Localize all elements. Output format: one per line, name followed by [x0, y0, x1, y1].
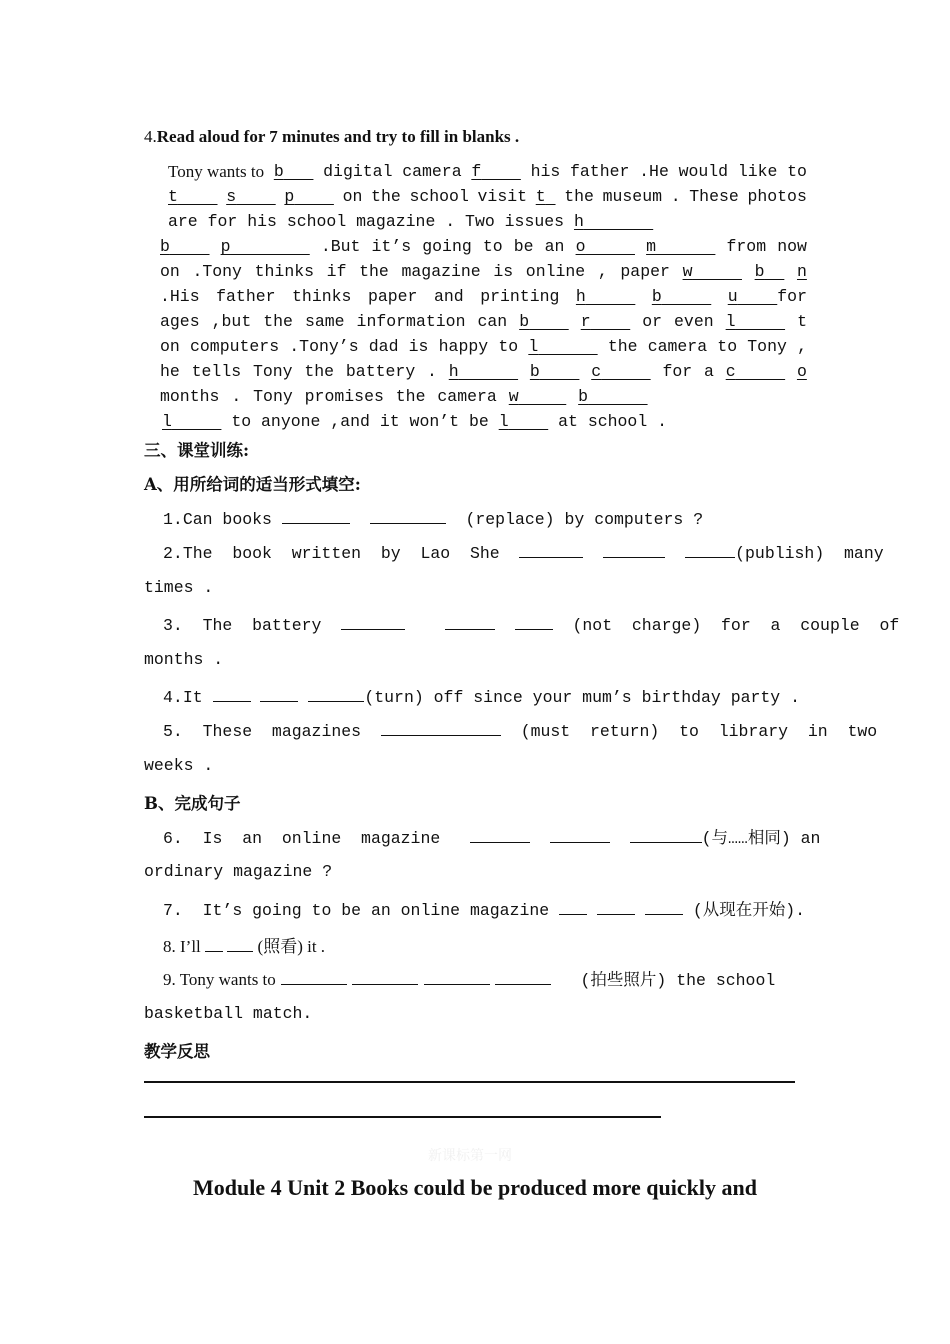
question-9-cont: basketball match.: [144, 1004, 313, 1023]
question-5: 5. These magazines (must return) to library in two: [163, 718, 877, 741]
passage-line-4: b p .But it’s going to be an o m from now: [160, 237, 807, 256]
blank-u[interactable]: u: [727, 287, 738, 306]
blank-h[interactable]: h: [573, 212, 584, 231]
answer-blank[interactable]: [559, 897, 587, 915]
blank-l2[interactable]: l: [528, 337, 539, 356]
passage-line-2: t s p on the school visit t the museum . These photos: [168, 187, 807, 206]
blank-h2[interactable]: h: [575, 287, 586, 306]
question-6: 6. Is an online magazine (与……相同) an: [163, 824, 820, 848]
question-3: 3. The battery (not charge) for a couple of: [163, 612, 899, 635]
answer-blank[interactable]: [205, 934, 223, 952]
passage-line-6: .His father thinks paper and printing h b u for: [160, 287, 807, 306]
question-4: 4.It (turn) off since your mum’s birthday party .: [163, 684, 800, 707]
blank-c2[interactable]: c: [725, 362, 736, 381]
blank-b4[interactable]: b: [651, 287, 662, 306]
blank-h3[interactable]: h: [448, 362, 459, 381]
blank-s[interactable]: s: [226, 187, 237, 206]
answer-blank[interactable]: [282, 506, 350, 524]
task4-number: 4.: [144, 127, 157, 146]
answer-blank[interactable]: [341, 612, 405, 630]
blank-b2[interactable]: b: [160, 237, 170, 256]
blank-p2[interactable]: p: [220, 237, 231, 256]
blank-c[interactable]: c: [591, 362, 602, 381]
passage-line-7: ages ,but the same information can b r or even l t: [160, 312, 807, 331]
question-6-cont: ordinary magazine ?: [144, 862, 333, 881]
answer-blank[interactable]: [370, 506, 446, 524]
answer-blank[interactable]: [550, 825, 610, 843]
answer-blank[interactable]: [213, 684, 251, 702]
answer-blank[interactable]: [381, 718, 501, 736]
task4-heading: [144, 127, 519, 147]
answer-blank[interactable]: [685, 540, 735, 558]
answer-blank[interactable]: [445, 612, 495, 630]
reflection-title: 教学反思: [144, 1042, 210, 1061]
task4-instruction: Read aloud for 7 minutes and try to fill in blanks .: [156, 127, 520, 146]
question-2-cont: times .: [144, 578, 214, 597]
blank-p[interactable]: p: [284, 187, 295, 206]
question-1: 1.Can books (replace) by computers ?: [163, 506, 703, 529]
passage-line-3: are for his school magazine . Two issues h: [168, 212, 584, 231]
answer-blank[interactable]: [260, 684, 298, 702]
blank-o2[interactable]: o: [796, 362, 807, 381]
blank-r[interactable]: r: [580, 312, 591, 331]
section-b-title: B、完成句子: [144, 794, 241, 813]
blank-t2[interactable]: t: [535, 187, 546, 206]
passage-line-1: Tony wants to b digital camera f his father .He would like to: [168, 162, 807, 181]
section-3-title: 三、课堂训练:: [144, 441, 250, 460]
answer-blank[interactable]: [630, 825, 702, 843]
blank-l[interactable]: l: [725, 312, 736, 331]
blank-b7[interactable]: b: [578, 387, 589, 406]
blank-l3[interactable]: l: [162, 412, 172, 431]
answer-blank[interactable]: [597, 897, 635, 915]
answer-blank[interactable]: [352, 967, 418, 985]
answer-blank[interactable]: [515, 612, 553, 630]
question-5-cont: weeks .: [144, 756, 214, 775]
answer-blank[interactable]: [308, 684, 364, 702]
blank-b5[interactable]: b: [519, 312, 530, 331]
blank-m[interactable]: m: [646, 237, 656, 256]
reflection-line-1[interactable]: [144, 1081, 795, 1083]
answer-blank[interactable]: [470, 825, 530, 843]
question-3-cont: months .: [144, 650, 224, 669]
question-8: 8. I’ll (照看) it .: [163, 932, 325, 957]
answer-blank[interactable]: [495, 967, 551, 985]
blank-b3[interactable]: b: [754, 262, 765, 281]
blank-b[interactable]: b: [273, 162, 284, 181]
passage-line-9: he tells Tony the battery . h b c for a c o: [160, 362, 807, 381]
passage-line-5: on .Tony thinks if the magazine is online , paper w b n: [160, 262, 807, 281]
question-7: 7. It’s going to be an online magazine (从现在开始).: [163, 896, 805, 920]
passage-line-8: on computers .Tony’s dad is happy to l the camera to Tony ,: [160, 337, 807, 356]
blank-o[interactable]: o: [575, 237, 586, 256]
passage-line-10: months . Tony promises the camera w b: [160, 387, 589, 406]
section-a-title: A、用所给词的适当形式填空:: [144, 475, 361, 494]
question-9: 9. Tony wants to (拍些照片) the school: [163, 966, 775, 990]
blank-f[interactable]: f: [471, 162, 482, 181]
next-module-heading: Module 4 Unit 2 Books could be produced more quickly and: [193, 1175, 757, 1200]
answer-blank[interactable]: [227, 934, 253, 952]
answer-blank[interactable]: [281, 967, 347, 985]
answer-blank[interactable]: [603, 540, 665, 558]
blank-l4[interactable]: l: [498, 412, 509, 431]
blank-w[interactable]: w: [682, 262, 693, 281]
question-2: 2.The book written by Lao She (publish) many: [163, 540, 884, 563]
reflection-line-2[interactable]: [144, 1116, 661, 1118]
blank-n[interactable]: n: [796, 262, 807, 281]
passage-line-11: l to anyone ,and it won’t be l at school .: [162, 412, 668, 431]
answer-blank[interactable]: [519, 540, 583, 558]
blank-b6[interactable]: b: [529, 362, 540, 381]
answer-blank[interactable]: [424, 967, 490, 985]
watermark: 新课标第一网: [428, 1148, 512, 1164]
blank-t[interactable]: t: [168, 187, 178, 206]
answer-blank[interactable]: [645, 897, 683, 915]
blank-w2[interactable]: w: [508, 387, 519, 406]
